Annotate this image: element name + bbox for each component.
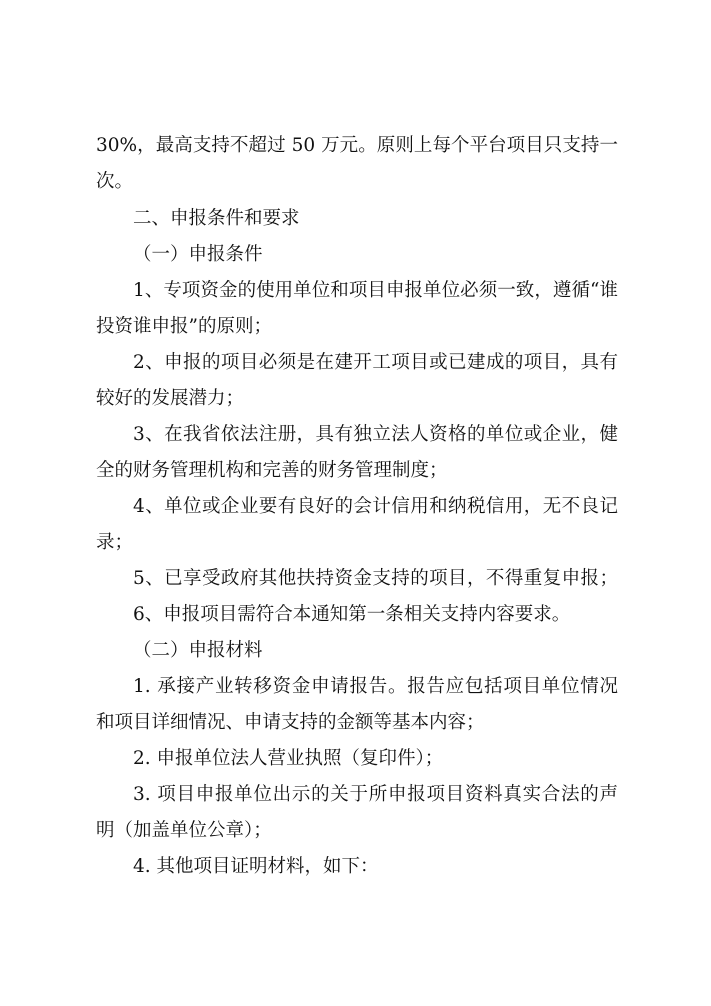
text-line: 4. 其他项目证明材料，如下： — [133, 856, 379, 877]
text-line: 和项目详细情况、申请支持的金额等基本内容； — [96, 712, 485, 733]
text-line: 全的财务管理机构和完善的财务管理制度； — [96, 460, 448, 481]
text-line: 次。 — [96, 171, 134, 192]
text-line: 3、在我省依法注册，具有独立法人资格的单位或企业，健 — [133, 424, 618, 445]
subsection-heading: （一）申报条件 — [133, 244, 263, 265]
text-line: 30%，最高支持不超过 50 万元。原则上每个平台项目只支持一 — [96, 135, 618, 156]
subsection-heading: （二）申报材料 — [133, 640, 263, 661]
text-line: 1、专项资金的使用单位和项目申报单位必须一致，遵循“谁 — [133, 280, 618, 301]
text-line: 5、已享受政府其他扶持资金支持的项目，不得重复申报； — [133, 568, 618, 589]
text-line: 录； — [96, 532, 134, 553]
text-line: 6、申报项目需符合本通知第一条相关支持内容要求。 — [133, 604, 571, 625]
text-line: 明（加盖单位公章）； — [96, 820, 272, 841]
section-heading: 二、申报条件和要求 — [133, 208, 300, 229]
text-line: 2. 申报单位法人营业执照（复印件）； — [133, 748, 444, 769]
text-line: 4、单位或企业要有良好的会计信用和纳税信用，无不良记 — [133, 496, 618, 517]
text-line: 投资谁申报”的原则； — [96, 316, 272, 337]
text-line: 3. 项目申报单位出示的关于所申报项目资料真实合法的声 — [133, 784, 618, 805]
text-line: 较好的发展潜力； — [96, 388, 245, 409]
text-line: 2、申报的项目必须是在建开工项目或已建成的项目，具有 — [133, 352, 618, 373]
text-line: 1. 承接产业转移资金申请报告。报告应包括项目单位情况 — [133, 676, 618, 697]
